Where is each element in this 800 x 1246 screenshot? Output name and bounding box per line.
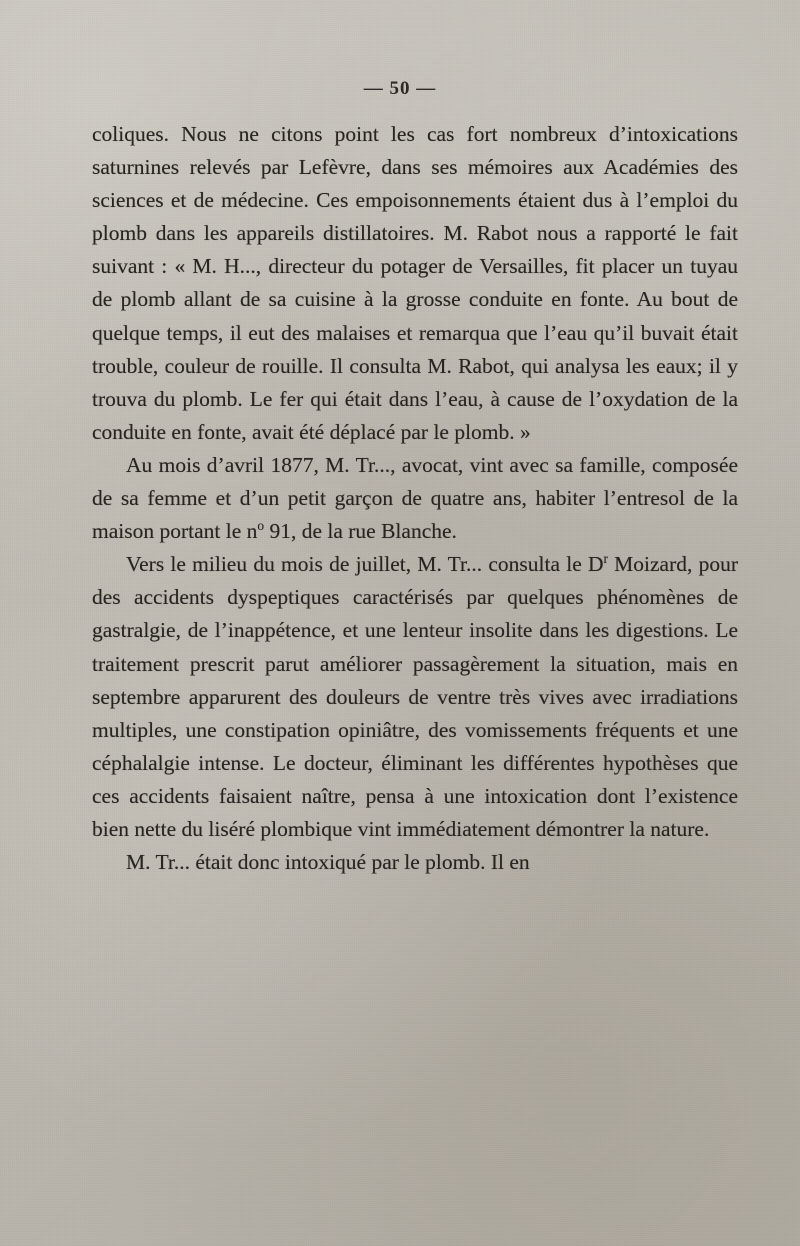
paragraph-3-text-b: Moizard, pour des accidents dyspeptiques caractérisés par quelques phénomènes de gastralgie, de l’inappétence, et une lenteur insolite dans les digestions. Le traitement prescrit parut améliorer passagèrement la situation, mais en septembre apparurent des douleurs de ventre très vives avec irradiations multiples, une constipation opiniâtre, des vomissements fréquents et une céphalalgie intense. Le docteur, éliminant les différentes hypothèses que ces accidents faisaient naître, pensa à une intoxication dont l’existence bien nette du liséré plombique vint immédiatement démontrer la nature.	[92, 552, 738, 841]
paragraph-1: coliques. Nous ne citons point les cas fort nombreux d’intoxications saturnines relevés par Lefèvre, dans ses mémoires aux Académies des sciences et de médecine. Ces empoisonnements étaient dus à l’emploi du plomb dans les appareils distillatoires. M. Rabot nous a rapporté le fait suivant : « M. H..., directeur du potager de Versailles, fit placer un tuyau de plomb allant de sa cuisine à la grosse conduite en fonte. Au bout de quelque temps, il eut des malaises et remarqua que l’eau qu’il buvait était trouble, couleur de rouille. Il consulta M. Rabot, qui analysa les eaux; il y trouva du plomb. Le fer qui était dans l’eau, à cause de l’oxydation de la conduite en fonte, avait été déplacé par le plomb. »	[92, 122, 738, 444]
paragraph-3	[92, 548, 738, 846]
paragraph-2-text-b: 91, de la rue Blanche.	[264, 519, 457, 544]
paragraph-2	[92, 449, 738, 548]
paragraph-2-text-a: Au mois d’avril 1877, M. Tr..., avocat, vint avec sa famille, composée de sa femme et d’un petit garçon de quatre ans, habiter l’entresol de la maison portant le n	[92, 452, 738, 544]
paragraph-3-text-a: Vers le milieu du mois de juillet, M. Tr... consulta le D	[126, 552, 604, 577]
page-number: — 50 —	[363, 78, 437, 99]
ordinal-superscript-numero: o	[257, 517, 265, 533]
paragraph-4: M. Tr... était donc intoxiqué par le plomb. Il en	[126, 850, 530, 875]
body-text	[92, 118, 738, 879]
ordinal-superscript-docteur: r	[603, 551, 608, 567]
